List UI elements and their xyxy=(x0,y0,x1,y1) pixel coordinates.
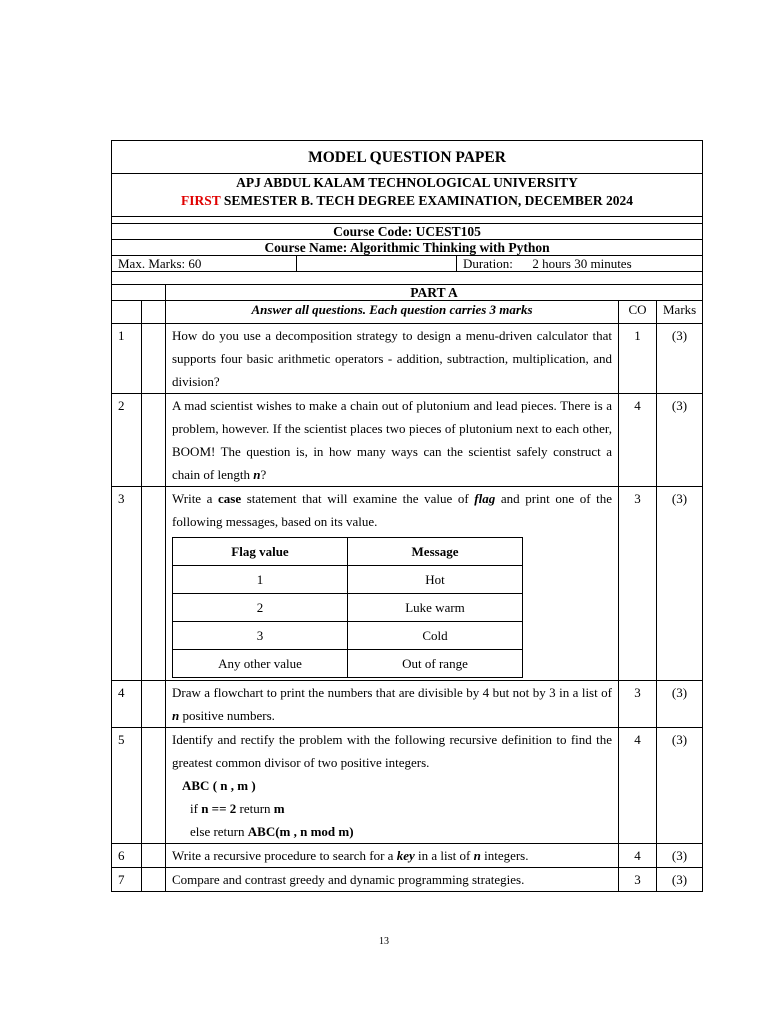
part-a-instruction: Answer all questions. Each question carries 3 marks xyxy=(166,301,619,324)
question-marks: (3) xyxy=(657,324,703,394)
question-marks: (3) xyxy=(657,681,703,728)
question-text-part: Write a recursive procedure to search for a xyxy=(172,848,397,863)
code-part: ABC(m , n mod m) xyxy=(247,824,354,839)
empty-cell xyxy=(142,868,166,892)
paper-title: MODEL QUESTION PAPER xyxy=(112,141,703,174)
code-part: return xyxy=(236,801,274,816)
spacer-row xyxy=(112,272,703,285)
question-text xyxy=(166,487,619,681)
question-number: 4 xyxy=(112,681,142,728)
question-text-part: positive numbers. xyxy=(179,708,275,723)
question-text-part: integers. xyxy=(480,848,529,863)
question-number: 6 xyxy=(112,844,142,868)
empty-cell xyxy=(142,681,166,728)
code-part: if xyxy=(190,801,202,816)
question-co: 4 xyxy=(619,394,657,487)
question-number: 5 xyxy=(112,728,142,844)
variable-key: key xyxy=(396,848,415,863)
code-part: m xyxy=(273,801,285,816)
flag-value-header: Flag value xyxy=(173,538,348,566)
question-text xyxy=(166,394,619,487)
question-row xyxy=(112,487,703,681)
page-number: 13 xyxy=(379,936,389,947)
question-number: 7 xyxy=(112,868,142,892)
flag-value-cell: 1 xyxy=(173,566,348,594)
question-row xyxy=(112,324,703,394)
duration-label: Duration: xyxy=(463,256,513,271)
flag-message-table xyxy=(172,537,523,678)
empty-cell xyxy=(142,301,166,324)
question-text: Compare and contrast greedy and dynamic programming strategies. xyxy=(166,868,619,892)
empty-cell xyxy=(142,324,166,394)
empty-cell xyxy=(297,256,457,272)
question-co: 1 xyxy=(619,324,657,394)
question-text-part: in a list of xyxy=(414,848,474,863)
message-cell: Luke warm xyxy=(348,594,523,622)
question-row xyxy=(112,868,703,892)
question-text-part: A mad scientist wishes to make a chain out of plutonium and lead pieces. There is a problem, however. If the scientist places two pieces of plutonium next to each other, BOOM! The question is, in how many ways can the scientist safely construct a chain of length xyxy=(172,398,612,482)
empty-cell xyxy=(112,285,166,301)
question-text-part: Write a xyxy=(172,491,219,506)
question-row xyxy=(112,681,703,728)
question-text-part: and print one of the following messages, based on its value. xyxy=(172,491,613,529)
code-line xyxy=(172,797,612,820)
co-header: CO xyxy=(619,301,657,324)
empty-cell xyxy=(142,487,166,681)
question-text: How do you use a decomposition strategy to design a menu-driven calculator that supports four basic arithmetic operators - addition, subtraction, multiplication, and division? xyxy=(166,324,619,394)
exam-title-rest: SEMESTER B. TECH DEGREE EXAMINATION, DECEMBER 2024 xyxy=(220,193,633,208)
question-text xyxy=(166,681,619,728)
keyword-case: case xyxy=(218,491,242,506)
question-text xyxy=(166,728,619,844)
spacer-row xyxy=(112,217,703,224)
message-header: Message xyxy=(348,538,523,566)
question-row xyxy=(112,844,703,868)
question-row xyxy=(112,728,703,844)
question-number: 2 xyxy=(112,394,142,487)
message-cell: Out of range xyxy=(348,650,523,678)
question-co: 3 xyxy=(619,868,657,892)
code-part: n == 2 xyxy=(201,801,237,816)
empty-cell xyxy=(142,844,166,868)
empty-cell xyxy=(142,394,166,487)
question-paper xyxy=(111,140,702,892)
variable-n: n xyxy=(253,467,261,482)
message-cell: Hot xyxy=(348,566,523,594)
question-marks: (3) xyxy=(657,728,703,844)
question-number: 3 xyxy=(112,487,142,681)
marks-header: Marks xyxy=(657,301,703,324)
empty-cell xyxy=(142,728,166,844)
course-name: Course Name: Algorithmic Thinking with Python xyxy=(112,240,703,256)
question-marks: (3) xyxy=(657,868,703,892)
question-co: 3 xyxy=(619,681,657,728)
max-marks: Max. Marks: 60 xyxy=(112,256,297,272)
question-row xyxy=(112,394,703,487)
variable-flag: flag xyxy=(474,491,496,506)
duration-value: 2 hours 30 minutes xyxy=(532,256,632,271)
code-line xyxy=(172,820,612,843)
question-number: 1 xyxy=(112,324,142,394)
question-marks: (3) xyxy=(657,487,703,681)
code-line: ABC ( n , m ) xyxy=(182,778,256,793)
message-cell: Cold xyxy=(348,622,523,650)
flag-value-cell: 3 xyxy=(173,622,348,650)
flag-value-cell: Any other value xyxy=(173,650,348,678)
duration xyxy=(457,256,703,272)
course-code: Course Code: UCEST105 xyxy=(112,224,703,240)
question-text-part: Draw a flowchart to print the numbers that are divisible by 4 but not by 3 in a list of xyxy=(172,685,612,700)
variable-n: n xyxy=(172,708,180,723)
university-name: APJ ABDUL KALAM TECHNOLOGICAL UNIVERSITY xyxy=(236,175,578,190)
code-part: else return xyxy=(190,824,248,839)
question-marks: (3) xyxy=(657,844,703,868)
question-co: 3 xyxy=(619,487,657,681)
exam-semester-highlight: FIRST xyxy=(181,193,221,208)
empty-cell xyxy=(112,301,142,324)
question-text-part: Identify and rectify the problem with the following recursive definition to find the greatest common divisor of two positive integers. xyxy=(172,732,612,770)
question-text-part: ? xyxy=(260,467,267,482)
question-marks: (3) xyxy=(657,394,703,487)
question-text xyxy=(166,844,619,868)
paper-table xyxy=(111,140,703,892)
part-a-title: PART A xyxy=(166,285,703,301)
question-text-part: statement that will examine the value of xyxy=(241,491,475,506)
question-co: 4 xyxy=(619,844,657,868)
question-co: 4 xyxy=(619,728,657,844)
flag-value-cell: 2 xyxy=(173,594,348,622)
variable-n: n xyxy=(473,848,481,863)
exam-title xyxy=(118,192,696,210)
exam-header xyxy=(112,174,703,217)
